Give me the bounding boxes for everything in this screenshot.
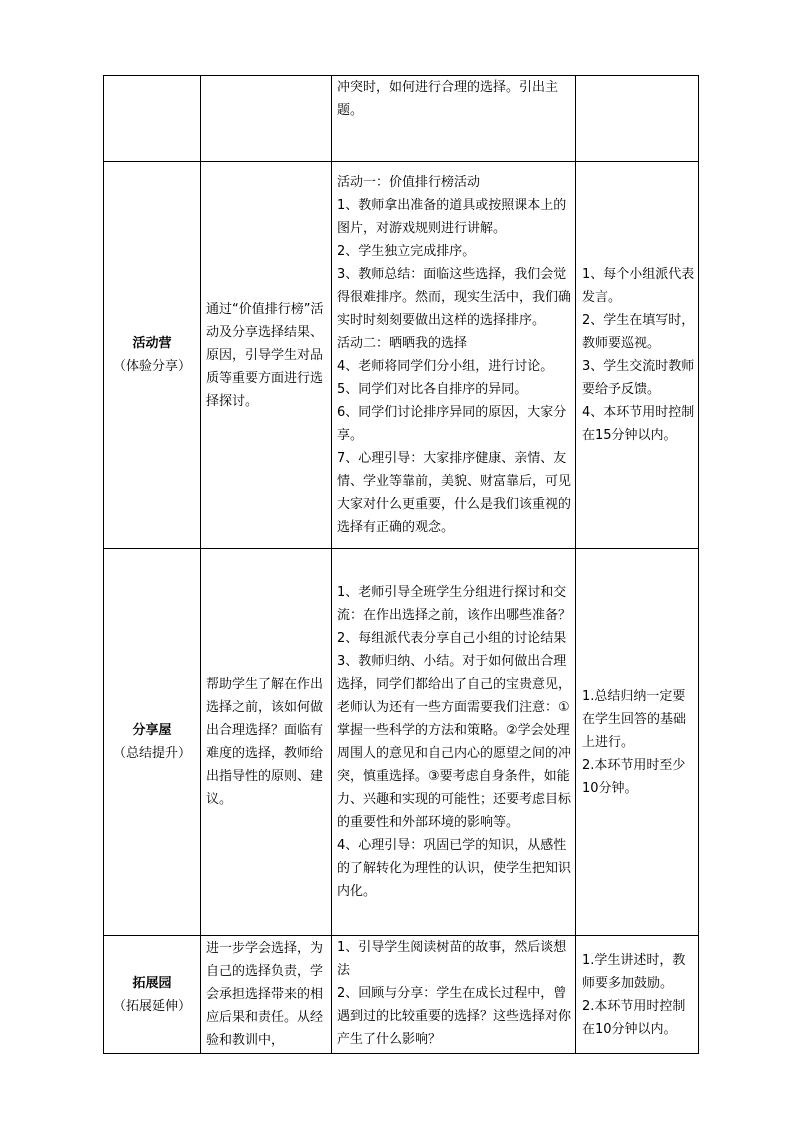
note-cell	[576, 76, 699, 162]
goal-cell	[201, 162, 332, 549]
activity-line: 1、引导学生阅读树苗的故事，然后谈想法	[337, 940, 567, 978]
stage-cell	[104, 936, 201, 1054]
stage-name: 分享屋	[132, 723, 172, 738]
table-row	[104, 936, 699, 1054]
activity-line: 5、同学们对比各自排序的异同。	[337, 382, 528, 397]
goal-cell	[201, 936, 332, 1054]
note-line: 4、本环节用时控制在15分钟以内。	[582, 405, 695, 443]
activity-cell	[332, 162, 576, 549]
table-row	[104, 549, 699, 936]
goal-cell	[201, 76, 332, 162]
activity-line: 6、同学们讨论排序异同的原因，大家分享。	[337, 405, 567, 443]
stage-cell	[104, 76, 201, 162]
note-line: 2、学生在填写时，教师要巡视。	[582, 313, 695, 351]
activity-line: 2、每组派代表分享自己小组的讨论结果	[337, 631, 567, 646]
stage-subtitle: （拓展延伸）	[112, 998, 191, 1014]
note-line: 1、每个小组派代表发言。	[582, 267, 695, 305]
note-line: 1.总结归纳一定要在学生回答的基础上进行。	[582, 688, 687, 750]
activity-line: 活动一：价值排行榜活动	[337, 175, 481, 190]
activity-line: 2、回顾与分享：学生在成长过程中，曾遇到过的比较重要的选择？这些选择对你产生了什么影响？	[337, 986, 572, 1047]
note-line: 1.学生讲述时，教师要多加鼓励。	[582, 952, 686, 991]
activity-line: 4、心理引导：巩固已学的知识，从感性的了解转化为理性的认识，使学生把知识内化。	[337, 838, 572, 899]
goal-cell	[201, 549, 332, 936]
note-cell	[576, 936, 699, 1054]
stage-subtitle: （体验分享）	[112, 359, 191, 374]
note-line: 3、学生交流时教师要给予反馈。	[582, 359, 695, 397]
note-line: 2.本环节用时控制在10分钟以内。	[582, 998, 686, 1037]
activity-cell	[332, 936, 576, 1054]
activity-line: 2、学生独立完成排序。	[337, 244, 476, 259]
note-line: 2.本环节用时至少10分钟。	[582, 757, 686, 796]
activity-cell	[332, 549, 576, 936]
lesson-plan-table	[103, 75, 699, 1054]
activity-cell	[332, 76, 576, 162]
activity-line: 1、教师拿出准备的道具或按照课本上的图片，对游戏规则进行讲解。	[337, 198, 567, 236]
activity-line: 冲突时，如何进行合理的选择。引出主题。	[337, 80, 559, 118]
table-row	[104, 162, 699, 549]
goal-text: 帮助学生了解在作出选择之前，该如何做出合理选择？面临有难度的选择，教师给出指导性的原则、建议。	[206, 677, 324, 807]
activity-line: 4、老师将同学们分小组，进行讨论。	[337, 359, 554, 374]
note-cell	[576, 162, 699, 549]
stage-name: 拓展园	[132, 975, 172, 991]
activity-line: 3、教师归纳、小结。对于如何做出合理选择，同学们都给出了自己的宝贵意见，老师认为还有一些方面需要我们注意：①掌握一些科学的方法和策略。②学会处理周围人的意见和自己内心的愿望之间的冲突，慎重选择。③要考虑自身条件，如能力、兴趣和实现的可能性；还要考虑目标的重要性和外部环境的影响等。	[337, 654, 572, 830]
goal-text: 进一步学会选择，为自己的选择负责，学会承担选择带来的相应后果和责任。从经验和教训中，	[206, 941, 324, 1048]
stage-cell	[104, 162, 201, 549]
stage-subtitle: （总结提升）	[112, 746, 191, 761]
activity-line: 7、心理引导：大家排序健康、亲情、友情、学业等靠前，美貌、财富靠后，可见大家对什么更重要，什么是我们该重视的选择有正确的观念。	[337, 451, 572, 535]
activity-line: 活动二：晒晒我的选择	[337, 336, 468, 351]
stage-name: 活动营	[132, 336, 172, 351]
table-row	[104, 76, 699, 162]
activity-line: 1、老师引导全班学生分组进行探讨和交流：在作出选择之前，该作出哪些准备？	[337, 585, 572, 623]
goal-text: 通过“价值排行榜”活动及分享选择结果、原因，引导学生对品质等重要方面进行选择探讨。	[206, 301, 324, 409]
activity-line: 3、教师总结：面临这些选择，我们会觉得很难排序。然而，现实生活中，我们确实时时刻刻要做出这样的选择排序。	[337, 267, 572, 328]
note-cell	[576, 549, 699, 936]
stage-cell	[104, 549, 201, 936]
